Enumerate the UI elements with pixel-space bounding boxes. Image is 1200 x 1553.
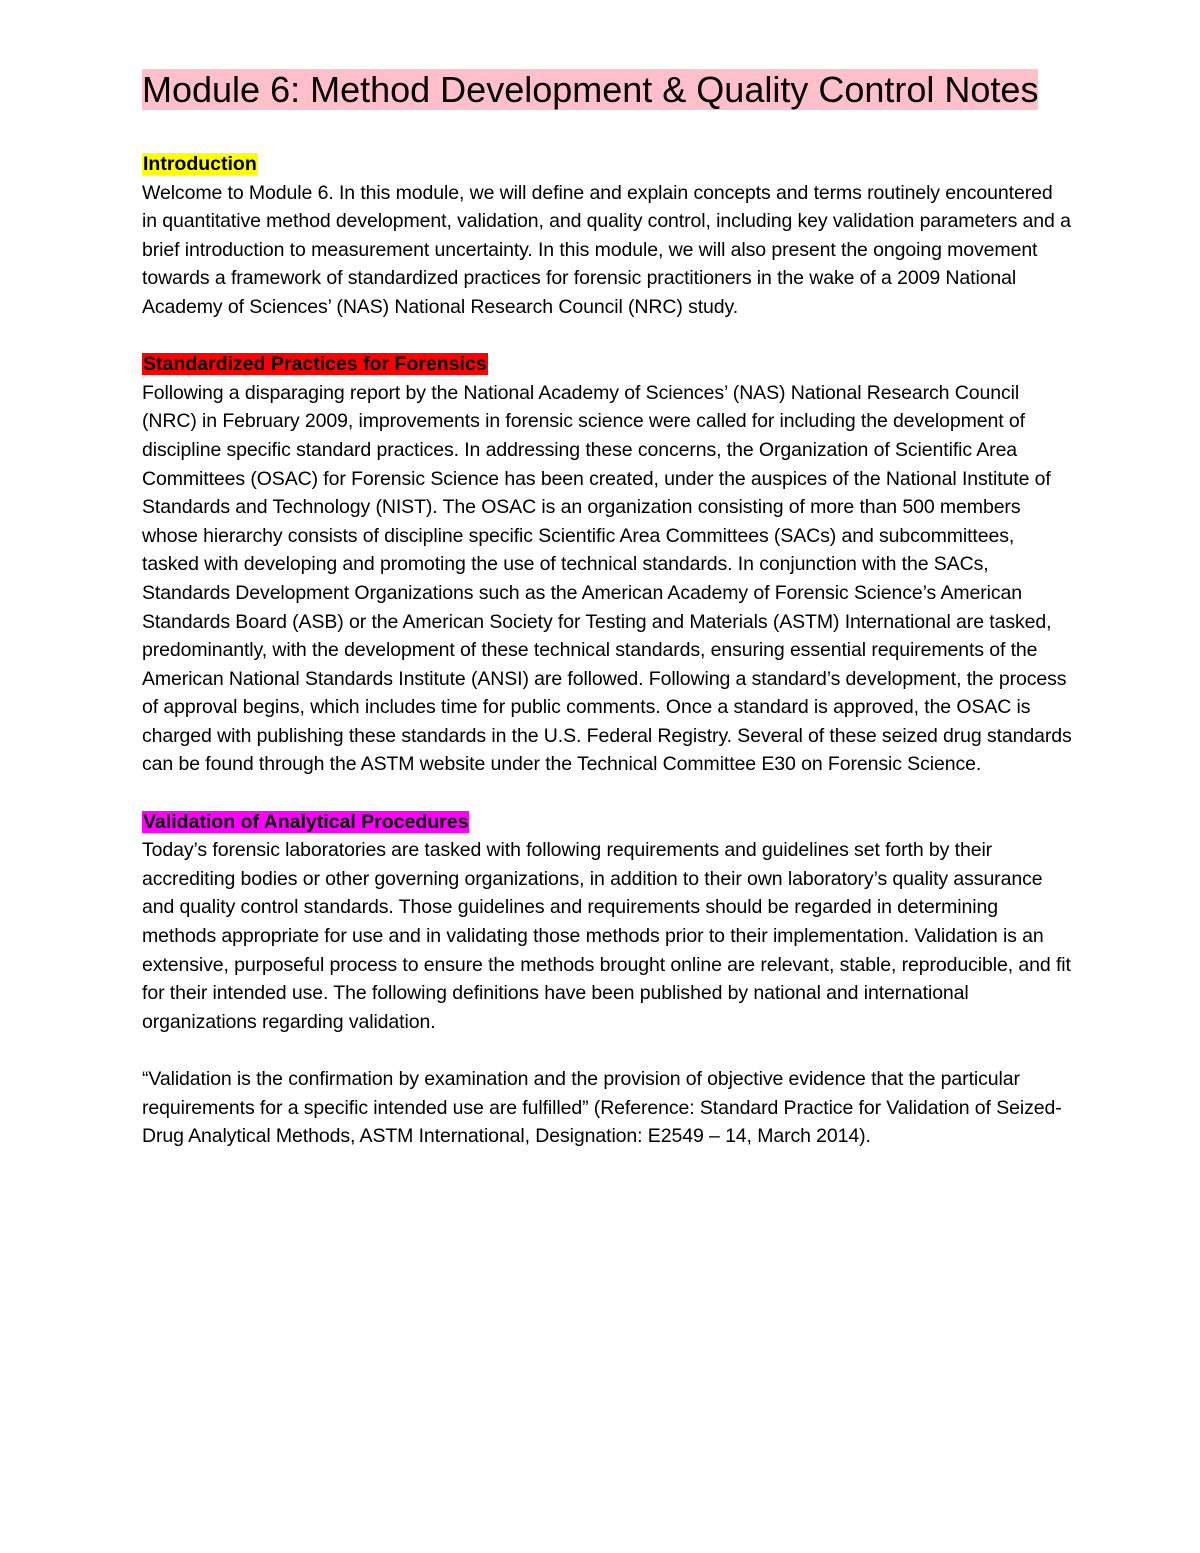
section-introduction [142, 150, 1072, 322]
document-content [142, 70, 1072, 1151]
section-heading-standardized-practices-text: Standardized Practices for Forensics [143, 353, 487, 376]
section-heading-validation [142, 808, 1072, 837]
section-heading-validation-text: Validation of Analytical Procedures [143, 810, 469, 833]
section-validation [142, 808, 1072, 1151]
section-heading-introduction [142, 150, 1072, 179]
section-heading-standardized-practices [142, 350, 1072, 379]
document-title [142, 70, 1072, 110]
section-body-standardized-practices: Following a disparaging report by the National Academy of Sciences’ (NAS) National Research Council (NRC) in February 2009, improvements in forensic science were called for including the development of discipline specific standard practices. In addressing these concerns, the Organization of Scientific Area Committees (OSAC) for Forensic Science has been created, under the auspices of the National Institute of Standards and Technology (NIST). The OSAC is an organization consisting of more than 500 members whose hierarchy consists of discipline specific Scientific Area Committees (SACs) and subcommittees, tasked with developing and promoting the use of technical standards. In conjunction with the SACs, Standards Development Organizations such as the American Academy of Forensic Science’s American Standards Board (ASB) or the American Society for Testing and Materials (ASTM) International are tasked, predominantly, with the development of these technical standards, ensuring essential requirements of the American National Standards Institute (ANSI) are followed. Following a standard’s development, the process of approval begins, which includes time for public comments. Once a standard is approved, the OSAC is charged with publishing these standards in the U.S. Federal Registry. Several of these seized drug standards can be found through the ASTM website under the Technical Committee E30 on Forensic Science. [142, 381, 1072, 776]
section-standardized-practices [142, 350, 1072, 779]
validation-definition-quote: “Validation is the confirmation by examination and the provision of objective evidence that the particular requirements for a specific intended use are fulfilled” (Reference: Standard Practice for Validation of Seized-Drug Analytical Methods, ASTM International, Designation: E2549 – 14, March 2014). [142, 1068, 1062, 1148]
document-title-text: Module 6: Method Development & Quality Control Notes [142, 69, 1039, 110]
section-body-validation: Today’s forensic laboratories are tasked with following requirements and guidelines set forth by their accrediting bodies or other governing organizations, in addition to their own laboratory’s quality assurance and quality control standards. Those guidelines and requirements should be regarded in determining methods appropriate for use and in validating those methods prior to their implementation. Validation is an extensive, purposeful process to ensure the methods brought online are relevant, stable, reproducible, and fit for their intended use. The following definitions have been published by national and international organizations regarding validation. [142, 839, 1071, 1033]
section-heading-introduction-text: Introduction [143, 153, 257, 175]
section-body-introduction: Welcome to Module 6. In this module, we will define and explain concepts and terms routinely encountered in quantitative method development, validation, and quality control, including key validation parameters and a brief introduction to measurement uncertainty. In this module, we will also present the ongoing movement towards a framework of standardized practices for forensic practitioners in the wake of a 2009 National Academy of Sciences’ (NAS) National Research Council (NRC) study. [142, 181, 1071, 318]
